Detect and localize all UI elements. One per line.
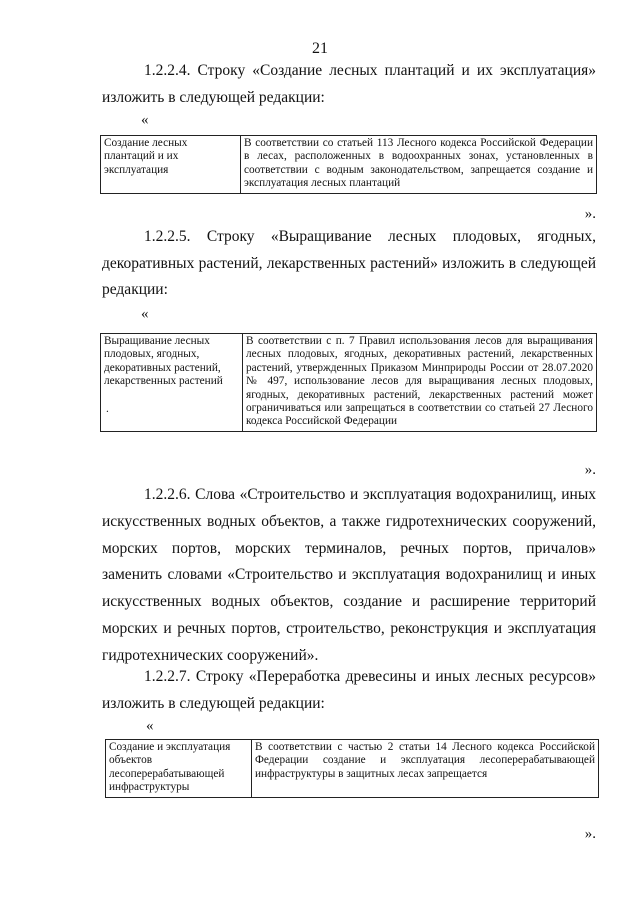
open-quote: « bbox=[146, 718, 154, 734]
paragraph-text: 1.2.2.4. Строку «Создание лесных плантаций и их эксплуатация» изложить в следующей редакции: bbox=[102, 62, 596, 106]
table-plantations bbox=[100, 135, 597, 194]
paragraph-1-2-2-4 bbox=[102, 58, 596, 111]
paragraph-text: 1.2.2.5. Строку «Выращивание лесных плодовых, ягодных, декоративных растений, лекарственных растений» изложить в следующей редакции: bbox=[102, 228, 596, 298]
row-name-cell: Создание и эксплуатация объектов лесоперерабатывающей инфраструктуры bbox=[106, 740, 252, 798]
paragraph-text: 1.2.2.7. Строку «Переработка древесины и иных лесных ресурсов» изложить в следующей редакции: bbox=[102, 668, 596, 712]
table-row bbox=[101, 334, 597, 432]
row-name-cell bbox=[101, 334, 243, 432]
paragraph-text: 1.2.2.6. Слова «Строительство и эксплуатация водохранилищ, иных искусственных водных объектов, а также гидротехнических сооружений, морских портов, морских терминалов, речных портов, причалов» заменить словами «Строительство и эксплуатация водохранилищ и иных искусственных водных объектов, создание и расширение территорий морских и речных портов, строительство, реконструкция и эксплуатация гидротехнических сооружений». bbox=[102, 486, 596, 664]
open-quote: « bbox=[141, 306, 149, 322]
table-row bbox=[106, 740, 599, 798]
close-quote: ». bbox=[584, 826, 596, 842]
open-quote: « bbox=[141, 112, 149, 128]
table-cultivation bbox=[100, 333, 597, 432]
row-text-cell: В соответствии с частью 2 статьи 14 Лесного кодекса Российской Федерации создание и эксплуатация лесоперерабатывающей инфраструктуры в защитных лесах запрещается bbox=[252, 740, 599, 798]
page-number: 21 bbox=[312, 40, 328, 57]
table-row bbox=[101, 136, 597, 194]
close-quote: ». bbox=[584, 462, 596, 478]
row-name-text: Выращивание лесных плодовых, ягодных, декоративных растений, лекарственных растений bbox=[104, 335, 223, 388]
paragraph-1-2-2-5 bbox=[102, 224, 596, 304]
row-name-cell: Создание лесных плантаций и их эксплуатация bbox=[101, 136, 241, 194]
row-mark: . bbox=[106, 402, 109, 415]
paragraph-1-2-2-6 bbox=[102, 482, 596, 670]
paragraph-1-2-2-7 bbox=[102, 664, 596, 717]
table-processing bbox=[105, 739, 599, 798]
row-text-cell: В соответствии со статьей 113 Лесного кодекса Российской Федерации в лесах, расположенных в водоохранных зонах, установленных в соответствии с водным законодательством, запрещается создание и эксплуатация лесных плантаций bbox=[241, 136, 597, 194]
row-text-cell: В соответствии с п. 7 Правил использования лесов для выращивания лесных плодовых, ягодных, декоративных растений, лекарственных растений, утвержденных Приказом Минприроды России от 28.07.2020 № 497, использование лесов для выращивания лесных плодовых, ягодных, декоративных растений, лекарственных растений может ограничиваться или запрещаться в соответствии со статьей 27 Лесного кодекса Российской Федерации bbox=[243, 334, 597, 432]
close-quote: ». bbox=[584, 206, 596, 222]
